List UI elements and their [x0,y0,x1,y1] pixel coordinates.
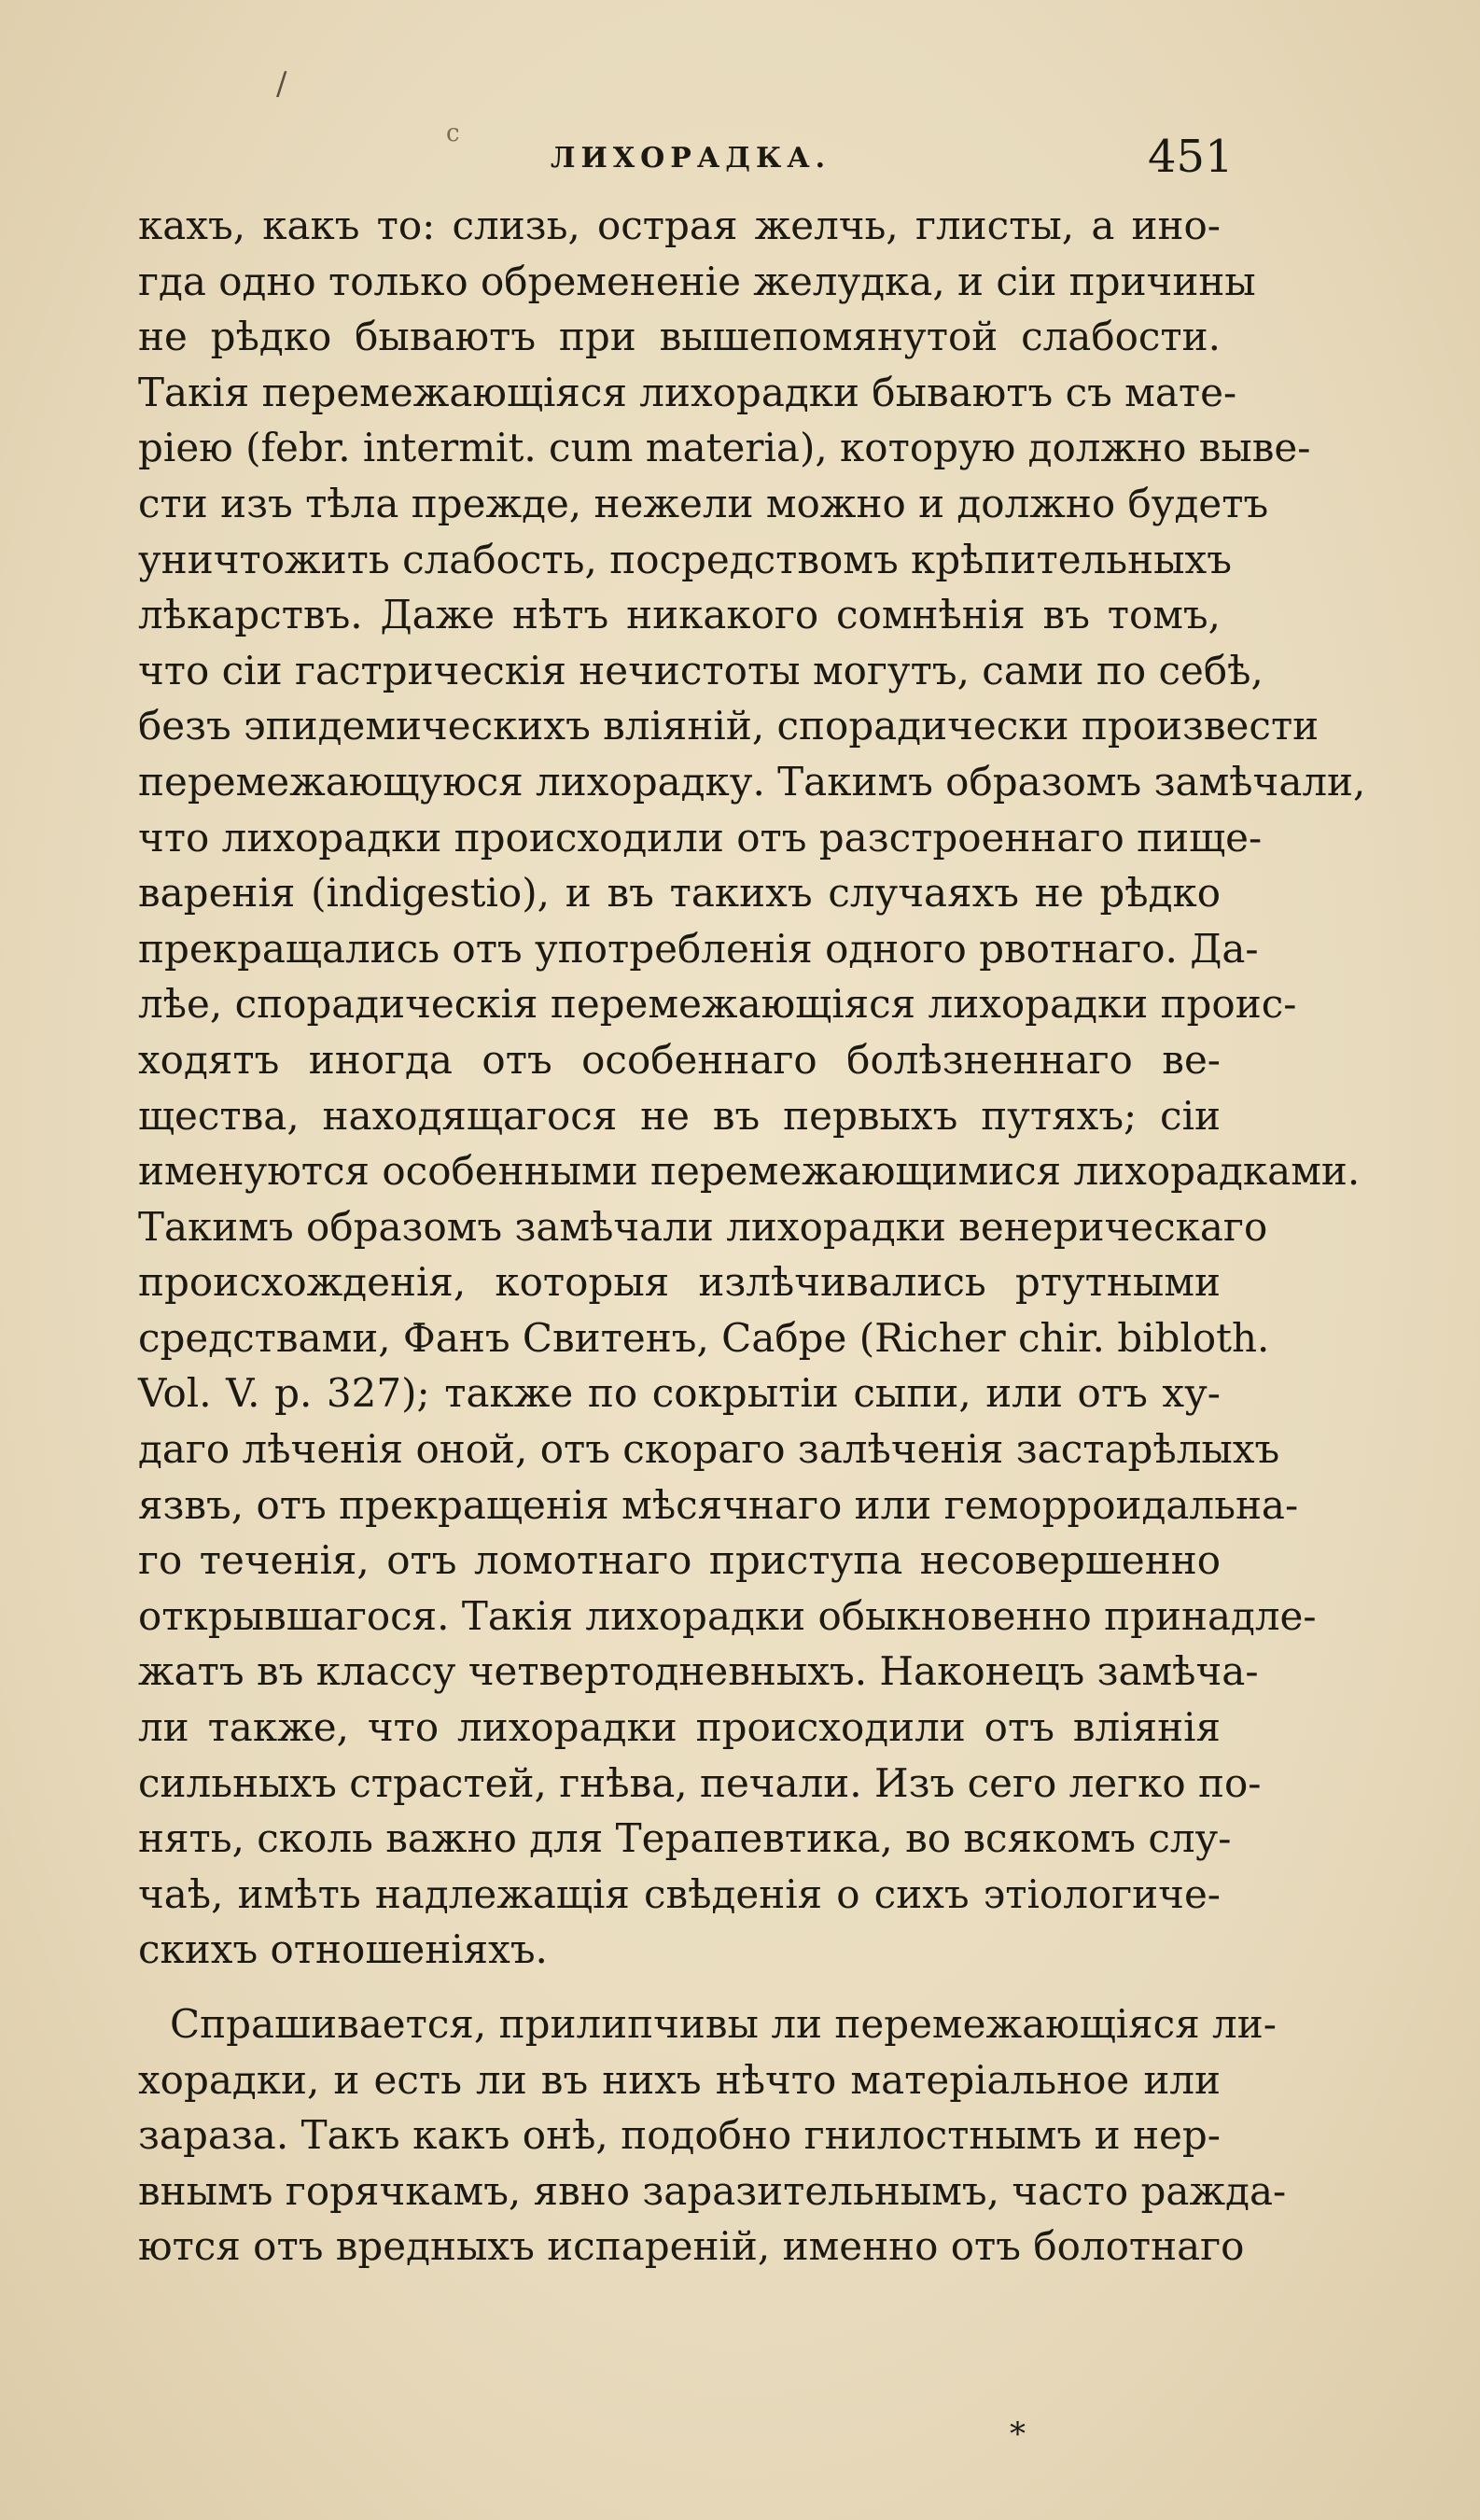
text-line: уничтожить слабость, посредствомъ крѣпительныхъ [138,536,1232,582]
paragraph-gap [138,1978,1221,1996]
stray-mark: c [446,119,460,147]
running-head [0,131,1480,187]
text-line: го теченія, отъ ломотнаго приступа несовершенно [138,1537,1221,1584]
text-line: ріею (febr. intermit. cum materia), которую должно выве- [138,425,1311,471]
text-line: ли также, что лихорадки происходили отъ вліянія [138,1704,1221,1751]
text-line: что сіи гастрическія нечистоты могутъ, сами по себѣ, [138,647,1264,693]
text-line: кахъ, какъ то: слизь, острая желчь, глисты, а ино- [138,203,1221,248]
text-line: зараза. Такъ какъ онѣ, подобно гнилостнымъ и нер- [138,2112,1221,2159]
text-line: Vol. V. p. 327); также по сокрытіи сыпи, или отъ ху- [138,1370,1221,1417]
text-line: Такія перемежающіяся лихорадки бываютъ съ мате- [138,369,1237,415]
text-line: безъ эпидемическихъ вліяній, спорадически произвести [138,703,1319,749]
text-line: язвъ, отъ прекращенія мѣсячнаго или геморроидальна- [138,1481,1299,1528]
text-line: сти изъ тѣла прежде, нежели можно и должно будетъ [138,480,1269,526]
stray-mark: / [276,65,287,103]
text-line: гда одно только обремененіе желудка, и сіи причины [138,258,1256,304]
text-line: сильныхъ страстей, гнѣва, печали. Изъ сего легко по- [138,1759,1262,1806]
text-line: что лихорадки происходили отъ разстроеннаго пище- [138,814,1263,861]
text-line: прекращались отъ употребленія одного рвотнаго. Да- [138,925,1259,972]
text-line: щества, находящагося не въ первыхъ путяхъ; сіи [138,1092,1221,1139]
text-line: лѣкарствъ. Даже нѣтъ никакого сомнѣнія въ томъ, [138,592,1221,638]
text-line: нять, сколь важно для Терапевтика, во всякомъ слу- [138,1815,1232,1862]
page-number: 451 [1148,131,1234,183]
text-line: Такимъ образомъ замѣчали лихорадки венерическаго [138,1203,1268,1250]
text-line: варенія (indigestio), и въ такихъ случаяхъ не рѣдко [138,870,1221,917]
text-line: ются отъ вредныхъ испареній, именно отъ болотнаго [138,2223,1245,2270]
text-line: даго лѣченія оной, отъ скораго залѣченія застарѣлыхъ [138,1426,1280,1473]
text-line: внымъ горячкамъ, явно заразительнымъ, часто ражда- [138,2167,1287,2214]
text-line: не рѣдко бываютъ при вышепомянутой слабости. [138,314,1221,360]
text-line: скихъ отношеніяхъ. [138,1926,548,1973]
text-line: чаѣ, имѣть надлежащія свѣденія о сихъ этіологиче- [138,1870,1221,1917]
text-line: открывшагося. Такія лихорадки обыкновенно принадле- [138,1592,1317,1639]
text-line: жатъ въ классу четвертодневныхъ. Наконецъ замѣча- [138,1648,1259,1695]
text-line: происхожденія, которыя излѣчивались ртутными [138,1259,1221,1306]
body-text [138,198,1366,2275]
signature-mark: * [1010,2415,1026,2453]
paragraph [138,198,1366,1978]
paragraph [138,1996,1287,2275]
text-line: Спрашивается, прилипчивы ли перемежающіяся ли- [170,2001,1277,2047]
text-line: ходятъ иногда отъ особеннаго болѣзненнаго ве- [138,1036,1221,1083]
text-line: лѣе, спорадическія перемежающіяся лихорадки проис- [138,981,1297,1028]
text-line: перемежающуюся лихорадку. Такимъ образомъ замѣчали, [138,758,1366,805]
text-line: средствами, Фанъ Свитенъ, Сабре (Richer chir. bibloth. [138,1314,1270,1361]
text-line: хорадки, и есть ли въ нихъ нѣчто матеріальное или [138,2056,1221,2103]
running-title: ЛИХОРАДКА. [551,142,831,175]
text-line: именуются особенными перемежающимися лихорадками. [138,1148,1361,1195]
